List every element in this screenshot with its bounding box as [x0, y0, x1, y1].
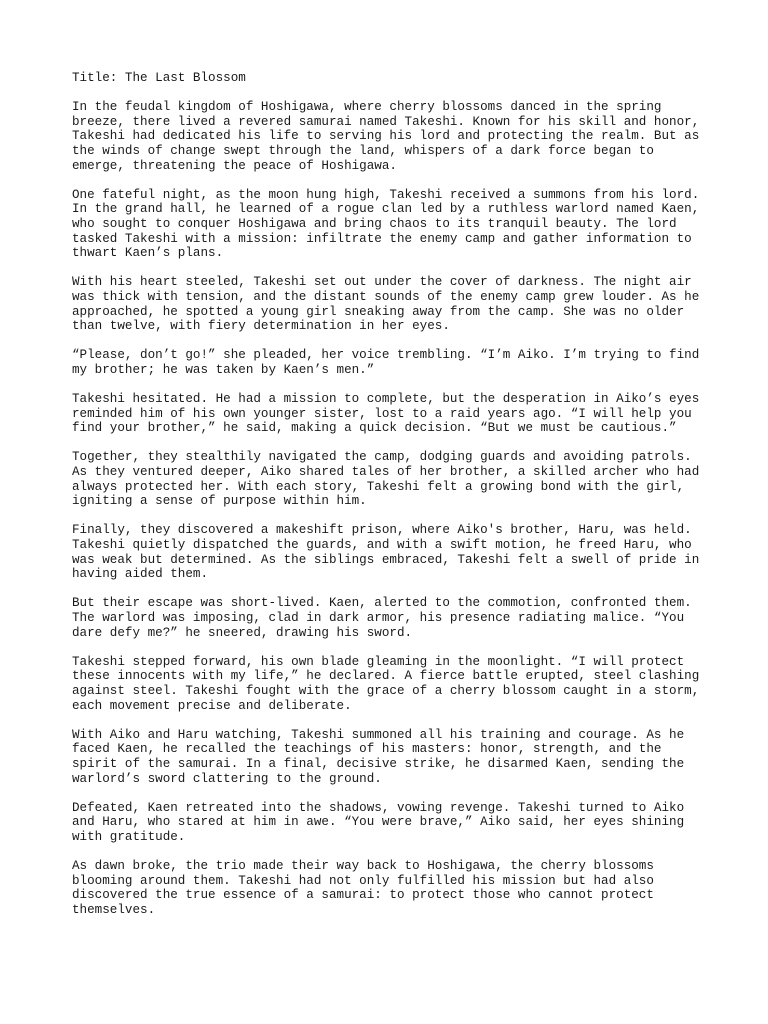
- text-line: Takeshi stepped forward, his own blade gleaming in the moonlight. “I will protect: [72, 654, 685, 669]
- text-line: Takeshi hesitated. He had a mission to complete, but the desperation in Aiko’s eyes: [72, 392, 700, 407]
- text-line: emerge, threatening the peace of Hoshigawa.: [72, 158, 397, 173]
- text-line: than twelve, with fiery determination in her eyes.: [72, 319, 450, 334]
- text-line: blooming around them. Takeshi had not only fulfilled his mission but had also: [72, 873, 654, 888]
- text-line: Together, they stealthily navigated the camp, dodging guards and avoiding patrols.: [72, 450, 692, 465]
- text-line: Takeshi quietly dispatched the guards, and with a swift motion, he freed Haru, who: [72, 538, 692, 552]
- text-line: In the feudal kingdom of Hoshigawa, where cherry blossoms danced in the spring: [72, 100, 662, 115]
- text-line: each movement precise and deliberate.: [72, 698, 352, 713]
- paragraph: [72, 728, 712, 786]
- paragraph-spacer: [72, 582, 712, 597]
- text-line: Finally, they discovered a makeshift prison, where Aiko's brother, Haru, was held.: [72, 523, 692, 538]
- paragraph-spacer: [72, 844, 712, 859]
- text-line: thwart Kaen’s plans.: [72, 246, 224, 261]
- paragraph-spacer: [72, 436, 712, 451]
- text-line: As they ventured deeper, Aiko shared tales of her brother, a skilled archer who had: [72, 465, 700, 480]
- text-line: my brother; he was taken by Kaen’s men.”: [72, 362, 375, 377]
- text-line: tasked Takeshi with a mission: infiltrate the enemy camp and gather information to: [72, 231, 692, 246]
- paragraph: [72, 801, 712, 845]
- text-line: was thick with tension, and the distant sounds of the enemy camp grew louder. As he: [72, 289, 700, 304]
- text-line: The warlord was imposing, clad in dark armor, his presence radiating malice. “You: [72, 610, 685, 625]
- paragraph: [72, 275, 712, 333]
- text-line: With Aiko and Haru watching, Takeshi summoned all his training and courage. As he: [72, 727, 685, 742]
- text-line: who sought to conquer Hoshigawa and bring chaos to its tranquil beauty. The lord: [72, 216, 677, 231]
- text-line: dare defy me?” he sneered, drawing his sword.: [72, 625, 413, 640]
- paragraph: [72, 188, 712, 261]
- document-page: [72, 71, 712, 917]
- paragraph-spacer: [72, 640, 712, 655]
- paragraph-spacer: [72, 334, 712, 349]
- text-line: discovered the true essence of a samurai: to protect those who cannot protect: [72, 888, 654, 903]
- paragraph-spacer: [72, 261, 712, 276]
- document-body: [72, 86, 712, 918]
- text-line: was weak but determined. As the siblings embraced, Takeshi felt a swell of pride in: [72, 552, 700, 567]
- text-line: breeze, there lived a revered samurai named Takeshi. Known for his skill and honor,: [72, 114, 700, 129]
- text-line: approached, he spotted a young girl sneaking away from the camp. She was no older: [72, 304, 685, 319]
- paragraph: [72, 450, 712, 508]
- paragraph: [72, 596, 712, 640]
- text-line: spirit of the samurai. In a final, decisive strike, he disarmed Kaen, sending the: [72, 756, 685, 771]
- text-line: these innocents with my life,” he declared. A fierce battle erupted, steel clashing: [72, 669, 700, 684]
- text-line: One fateful night, as the moon hung high, Takeshi received a summons from his lord.: [72, 187, 700, 202]
- text-line: always protected her. With each story, Takeshi felt a growing bond with the girl,: [72, 479, 685, 494]
- text-line: But their escape was short-lived. Kaen, alerted to the commotion, confronted them.: [72, 596, 692, 611]
- text-line: reminded him of his own younger sister, lost to a raid years ago. “I will help you: [72, 406, 692, 421]
- paragraph-spacer: [72, 786, 712, 801]
- text-line: faced Kaen, he recalled the teachings of his masters: honor, strength, and the: [72, 742, 662, 757]
- text-line: With his heart steeled, Takeshi set out under the cover of darkness. The night air: [72, 275, 692, 290]
- text-line: As dawn broke, the trio made their way back to Hoshigawa, the cherry blossoms: [72, 859, 654, 874]
- paragraph-spacer: [72, 713, 712, 728]
- text-line: Defeated, Kaen retreated into the shadows, vowing revenge. Takeshi turned to Aiko: [72, 800, 685, 815]
- text-line: against steel. Takeshi fought with the grace of a cherry blossom caught in a storm,: [72, 683, 700, 698]
- text-line: and Haru, who stared at him in awe. “You were brave,” Aiko said, her eyes shining: [72, 815, 685, 830]
- text-line: Takeshi had dedicated his life to serving his lord and protecting the realm. But as: [72, 129, 700, 144]
- paragraph-spacer: [72, 86, 712, 101]
- paragraph: [72, 859, 712, 917]
- paragraph-spacer: [72, 377, 712, 392]
- text-line: In the grand hall, he learned of a rogue clan led by a ruthless warlord named Kaen,: [72, 202, 700, 217]
- text-line: igniting a sense of purpose within him.: [72, 494, 367, 509]
- paragraph: [72, 523, 712, 581]
- text-line: “Please, don’t go!” she pleaded, her voice trembling. “I’m Aiko. I’m trying to find: [72, 348, 700, 363]
- text-line: the winds of change swept through the land, whispers of a dark force began to: [72, 143, 654, 158]
- paragraph: [72, 348, 712, 377]
- text-line: having aided them.: [72, 567, 209, 582]
- text-line: warlord’s sword clattering to the ground.: [72, 771, 382, 786]
- paragraph: [72, 655, 712, 713]
- paragraph-spacer: [72, 173, 712, 188]
- paragraph-spacer: [72, 509, 712, 524]
- document-title: Title: The Last Blossom: [72, 71, 246, 85]
- text-line: themselves.: [72, 902, 156, 917]
- text-line: find your brother,” he said, making a quick decision. “But we must be cautious.”: [72, 421, 677, 436]
- paragraph: [72, 392, 712, 436]
- paragraph: [72, 100, 712, 173]
- text-line: with gratitude.: [72, 829, 186, 844]
